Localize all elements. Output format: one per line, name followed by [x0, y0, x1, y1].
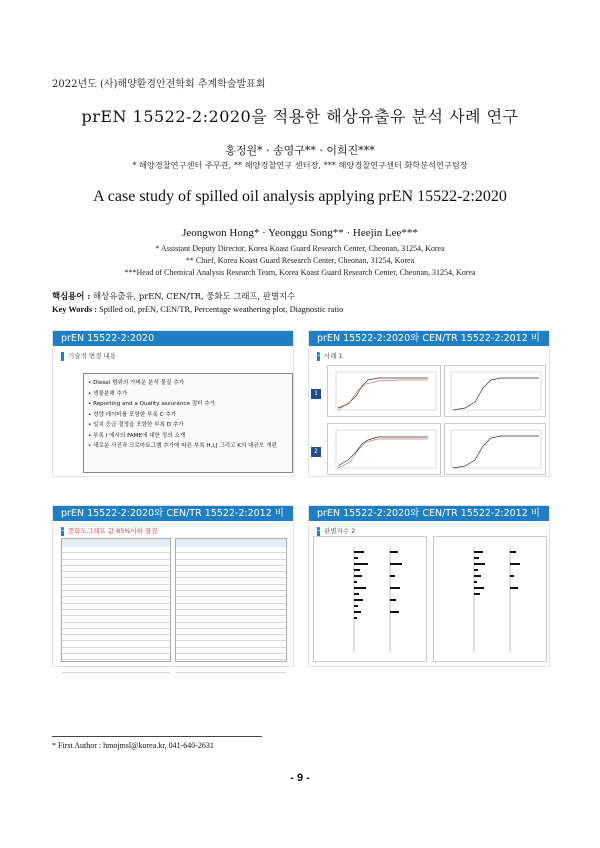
bullet-item: • 부록 I 에서의 FAME에 대한 정의 소개 [88, 432, 186, 439]
panel-title: prEN 15522-2:2020와 CEN/TR 15522-2:2012 비교 [53, 506, 293, 521]
panel-technical-changes [52, 330, 294, 477]
bullet-list [83, 373, 293, 473]
data-table-left [61, 538, 171, 662]
panel-subtitle: 기술적 변경 내용 [61, 352, 293, 361]
affiliation-english-3: ***Head of Chemical Analysis Research Team, Korea Koast Guard Research Center, Cheonan, 31254, Korea [124, 268, 476, 277]
keywords-english-text: Spilled oil, prEN, CEN/TR, Percentage weathering plot, Diagnostic ratio [99, 305, 344, 314]
table-row [62, 667, 170, 673]
keywords-korean-text: 해상유출유, prEN, CEN/TR, 풍화도 그래프, 판별지수 [93, 291, 296, 301]
table-header [176, 539, 286, 547]
authors-korean: 홍정원* · 송영구** · 이희진*** [225, 144, 375, 157]
panel-subtitle: 사례 1 [317, 352, 549, 361]
diagnostic-bar-chart [433, 536, 547, 662]
weathering-plot [327, 423, 441, 475]
panel-subtitle: 풍화도그래프 값 85%이하 물질 [61, 527, 293, 536]
footnote: * First Author : hmojmsl@korea.kr, 041-640-2631 [52, 741, 214, 750]
panel-title: prEN 15522-2:2020와 CEN/TR 15522-2:2012 비교 [309, 506, 549, 521]
title-korean: prEN 15522-2:2020을 적용한 해상유출유 분석 사례 연구 [81, 107, 519, 126]
affiliation-english-2: ** Chief, Korea Koast Guard Research Center, Cheonan, 31254, Korea [185, 256, 415, 265]
panel-title: prEN 15522-2:2020와 CEN/TR 15522-2:2012 비교 [309, 331, 549, 346]
authors-english: Jeongwon Hong* · Yeonggu Song** · Heejin Lee*** [182, 227, 418, 239]
panel-subtitle: 판별지수 2 [317, 527, 549, 536]
footnote-rule [52, 736, 262, 737]
panel-diagnostic-ratio [308, 505, 550, 667]
keywords-english-label: Key Words : [52, 305, 97, 314]
weathering-plot [327, 365, 441, 417]
keywords-english [52, 305, 343, 314]
title-english: A case study of spilled oil analysis applying prEN 15522-2:2020 [93, 188, 507, 205]
affiliation-korean: * 해양경찰연구센터 주무관, ** 해양경찰연구 센터장, *** 해양경찰연구센터 화학분석연구팀장 [132, 160, 468, 170]
page-number: - 9 - [290, 772, 310, 784]
case-marker: 2 [311, 447, 321, 457]
bullet-item: • 새로운 사진과 크로마토그램 추가에 따른 부록 H,I,J 그리고 K의 대규모 개편 [88, 443, 277, 449]
diagnostic-bar-chart [313, 536, 427, 662]
bullet-item: • 생물분해 추가 [88, 390, 128, 397]
bullet-item: • 일치 등급 결정을 포함한 부록 D 추가 [88, 422, 184, 428]
table-row [176, 667, 286, 673]
bullet-item: • 정량 데이터를 포함한 부록 C 추가 [88, 411, 177, 418]
panel-weathering-table [52, 505, 294, 667]
data-table-right [175, 538, 287, 662]
panel-title: prEN 15522-2:2020 [53, 331, 293, 346]
keywords-korean [52, 290, 295, 302]
affiliation-english-1: * Assistant Deputy Director, Korea Koast Guard Research Center, Cheonan, 31254, Korea [155, 244, 445, 253]
panel-case-1 [308, 330, 550, 477]
weathering-plot [444, 423, 546, 475]
table-header [62, 539, 170, 547]
bullet-item: • Reporting and a Quality assurance 절터 추가 [88, 401, 216, 407]
bullet-item: • Diesel 범위의 가벼운 분석 물질 추가 [88, 380, 185, 386]
weathering-plot [444, 365, 546, 417]
conference-header: 2022년도 (사)해양환경안전학회 추계학술발표회 [52, 79, 266, 90]
keywords-korean-label: 핵심용어 : [52, 291, 91, 301]
case-marker: 1 [311, 389, 321, 399]
